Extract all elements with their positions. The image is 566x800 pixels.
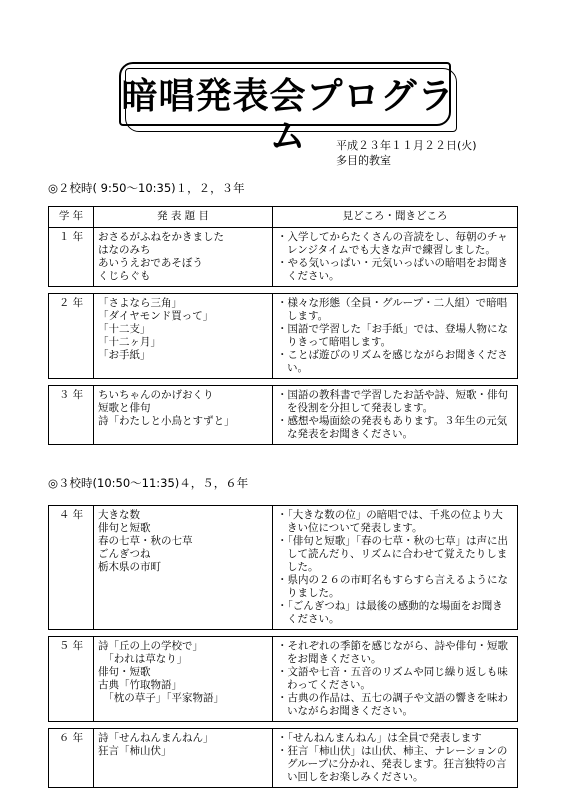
program-item: あいうえおであそぼう bbox=[98, 257, 203, 269]
highlight-point: ・ 文語や七音・五音のリズムや同じ繰り返しも味わってください。 bbox=[277, 666, 513, 692]
program-item: 「お手紙」 bbox=[98, 349, 151, 361]
event-location: 多目的教室 bbox=[336, 154, 391, 167]
grade-cell: ２ 年 bbox=[49, 294, 94, 379]
program-item: 「枕の草子」「平家物語」 bbox=[98, 692, 224, 704]
header-points: 見どころ・聞きどころ bbox=[273, 207, 518, 228]
points-cell bbox=[273, 729, 518, 788]
highlight-point: ・ 様々な形態（全員・グループ・二人組）で暗唱します。 bbox=[277, 297, 513, 323]
highlight-point: ・ 「大きな数の位」の暗唱では、千兆の位より大きい位について発表します。 bbox=[277, 509, 513, 535]
items-cell bbox=[94, 228, 273, 287]
table-row bbox=[49, 294, 518, 379]
table-row bbox=[49, 386, 518, 445]
table-row bbox=[49, 729, 518, 788]
grade-cell: ５ 年 bbox=[49, 637, 94, 722]
program-item: 「ダイヤモンド買って」 bbox=[98, 310, 214, 322]
program-item: はなのみち bbox=[98, 244, 151, 256]
table-row bbox=[49, 506, 518, 630]
program-item: 詩「わたしと小鳥とすずと」 bbox=[98, 415, 235, 427]
header-grade: 学 年 bbox=[49, 207, 94, 228]
program-item: 詩「せんねんまんねん」 bbox=[98, 732, 214, 744]
page-title: 暗唱発表会プログラム bbox=[121, 75, 455, 157]
points-cell bbox=[273, 506, 518, 630]
points-cell bbox=[273, 386, 518, 445]
program-item: 「十二支」 bbox=[98, 323, 151, 335]
highlight-point: ・ 国語の教科書で学習したお話や詩、短歌・俳句を役割を分担して発表します。 bbox=[277, 389, 513, 415]
highlight-point: ・ 「せんねんまんねん」は全員で発表します bbox=[277, 732, 513, 745]
highlight-point: ・ 古典の作品は、五七の調子や文語の響きを味わいながらお聞きください。 bbox=[277, 692, 513, 718]
program-item: 春の七草・秋の七草 bbox=[98, 535, 193, 547]
points-cell bbox=[273, 637, 518, 722]
points-cell bbox=[273, 228, 518, 287]
program-item: くじらぐも bbox=[98, 270, 151, 282]
points-cell bbox=[273, 294, 518, 379]
section-heading-period3: ◎３校時(10:50～11:35)４，５，６年 bbox=[48, 476, 249, 490]
items-cell bbox=[94, 729, 273, 788]
row-spacer bbox=[49, 379, 518, 386]
date-block bbox=[336, 138, 477, 168]
highlight-point: ・ ことば遊びのリズムを感じながらお聞きください。 bbox=[277, 349, 513, 375]
highlight-point: ・ やる気いっぱい・元気いっぱいの暗唱をお聞きください。 bbox=[277, 257, 513, 283]
program-item: ごんぎつね bbox=[98, 548, 151, 560]
program-table-period3 bbox=[48, 505, 518, 788]
highlight-point: ・ 感想や場面絵の発表もあります。３年生の元気な発表をお聞きください。 bbox=[277, 415, 513, 441]
items-cell bbox=[94, 294, 273, 379]
grade-cell: ４ 年 bbox=[49, 506, 94, 630]
program-item: 「われは草なり」 bbox=[98, 653, 188, 665]
program-table-period2 bbox=[48, 206, 518, 445]
highlight-point: ・ 狂言「柿山伏」は山伏、柿主、ナレーションのグループに分かれ、発表します。狂言独特の言い回しをお楽しみください。 bbox=[277, 745, 513, 784]
row-spacer bbox=[49, 722, 518, 729]
event-date: 平成２３年１１月２２日(火) bbox=[336, 139, 477, 152]
program-item: 「さよなら三角」 bbox=[98, 297, 182, 309]
program-item: 栃木県の市町 bbox=[98, 561, 161, 573]
program-item: 俳句と短歌 bbox=[98, 522, 151, 534]
program-item: 大きな数 bbox=[98, 509, 140, 521]
items-cell bbox=[94, 506, 273, 630]
highlight-point: ・ 「俳句と短歌」「春の七草・秋の七草」は声に出して読んだり、リズムに合わせて覚えたりしました。 bbox=[277, 535, 513, 574]
row-spacer bbox=[49, 287, 518, 294]
header-items: 発 表 題 目 bbox=[94, 207, 273, 228]
program-item: 俳句・短歌 bbox=[98, 666, 151, 678]
grade-cell: ３ 年 bbox=[49, 386, 94, 445]
highlight-point: ・ 入学してからたくさんの音読をし、毎朝のチャレンジタイムでも大きな声で練習しました。 bbox=[277, 231, 513, 257]
highlight-point: ・ それぞれの季節を感じながら、詩や俳句・短歌をお聞きください。 bbox=[277, 640, 513, 666]
items-cell bbox=[94, 386, 273, 445]
section-heading-period2: ◎２校時( 9:50～10:35)１，２，３年 bbox=[48, 181, 245, 195]
highlight-point: ・ 県内の２６の市町名もすらすら言えるようになりました。 bbox=[277, 574, 513, 600]
program-item: 短歌と俳句 bbox=[98, 402, 151, 414]
grade-cell: ６ 年 bbox=[49, 729, 94, 788]
program-item: 狂言「柿山伏」 bbox=[98, 745, 172, 757]
row-spacer bbox=[49, 630, 518, 637]
program-item: 詩「丘の上の学校で」 bbox=[98, 640, 203, 652]
program-item: おさるがふねをかきました bbox=[98, 231, 224, 243]
highlight-point: ・ 国語で学習した「お手紙」では、登場人物になりきって暗唱します。 bbox=[277, 323, 513, 349]
program-item: ちいちゃんのかげおくり bbox=[98, 389, 214, 401]
items-cell bbox=[94, 637, 273, 722]
grade-cell: １ 年 bbox=[49, 228, 94, 287]
program-item: 古典「竹取物語」 bbox=[98, 679, 182, 691]
table-row bbox=[49, 228, 518, 287]
highlight-point: ・ 「ごんぎつね」は最後の感動的な場面をお聞きください。 bbox=[277, 600, 513, 626]
table-row bbox=[49, 637, 518, 722]
program-item: 「十二ヶ月」 bbox=[98, 336, 161, 348]
